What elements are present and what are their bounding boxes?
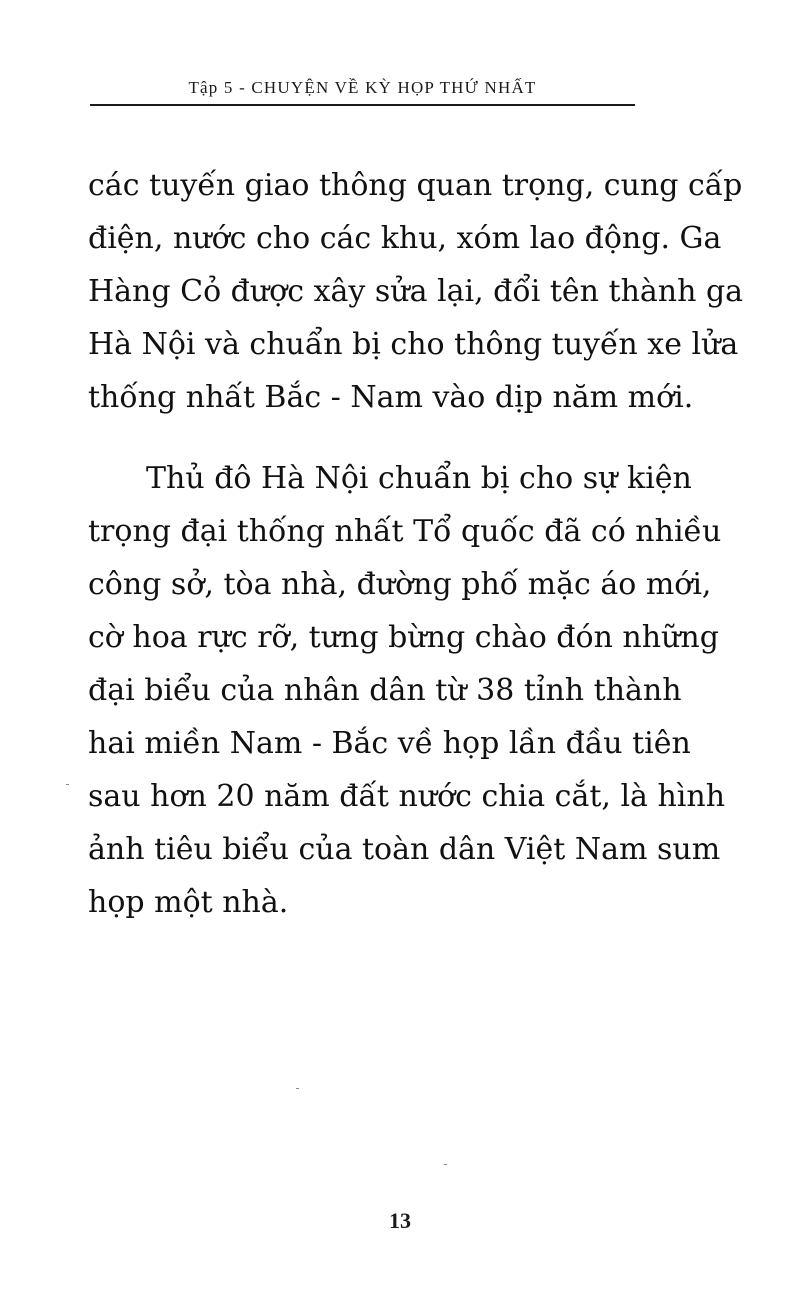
- scan-speck: [296, 1088, 299, 1089]
- page-number: 13: [389, 1208, 411, 1233]
- paragraph-1: [88, 159, 744, 424]
- paragraph-gap: [88, 424, 648, 452]
- text-line: điện, nước cho các khu, xóm lao động. Ga: [88, 221, 722, 256]
- body-text: [88, 159, 744, 929]
- running-header: Tập 5 - CHUYỆN VỀ KỲ HỌP THỨ NHẤT: [188, 78, 537, 97]
- header-rule: [90, 104, 635, 106]
- text-line: trọng đại thống nhất Tổ quốc đã có nhiều: [88, 514, 722, 549]
- text-line: ảnh tiêu biểu của toàn dân Việt Nam sum: [88, 832, 721, 867]
- text-line: thống nhất Bắc - Nam vào dịp năm mới.: [88, 380, 694, 415]
- scan-speck: [66, 784, 69, 785]
- scan-speck: [444, 1164, 447, 1165]
- text-line: các tuyến giao thông quan trọng, cung cấp: [88, 168, 743, 203]
- paragraph-2: [88, 452, 726, 929]
- text-line: cờ hoa rực rỡ, tưng bừng chào đón những: [88, 620, 719, 655]
- text-line: Hàng Cỏ được xây sửa lại, đổi tên thành ga: [88, 274, 744, 309]
- text-line: họp một nhà.: [88, 885, 289, 920]
- text-line: Thủ đô Hà Nội chuẩn bị cho sự kiện: [146, 461, 692, 496]
- text-line: Hà Nội và chuẩn bị cho thông tuyến xe lửa: [88, 327, 739, 362]
- text-line: sau hơn 20 năm đất nước chia cắt, là hình: [88, 779, 726, 814]
- text-line: đại biểu của nhân dân từ 38 tỉnh thành: [88, 673, 682, 708]
- text-line: hai miền Nam - Bắc về họp lần đầu tiên: [88, 726, 691, 761]
- text-line: công sở, tòa nhà, đường phố mặc áo mới,: [88, 567, 712, 602]
